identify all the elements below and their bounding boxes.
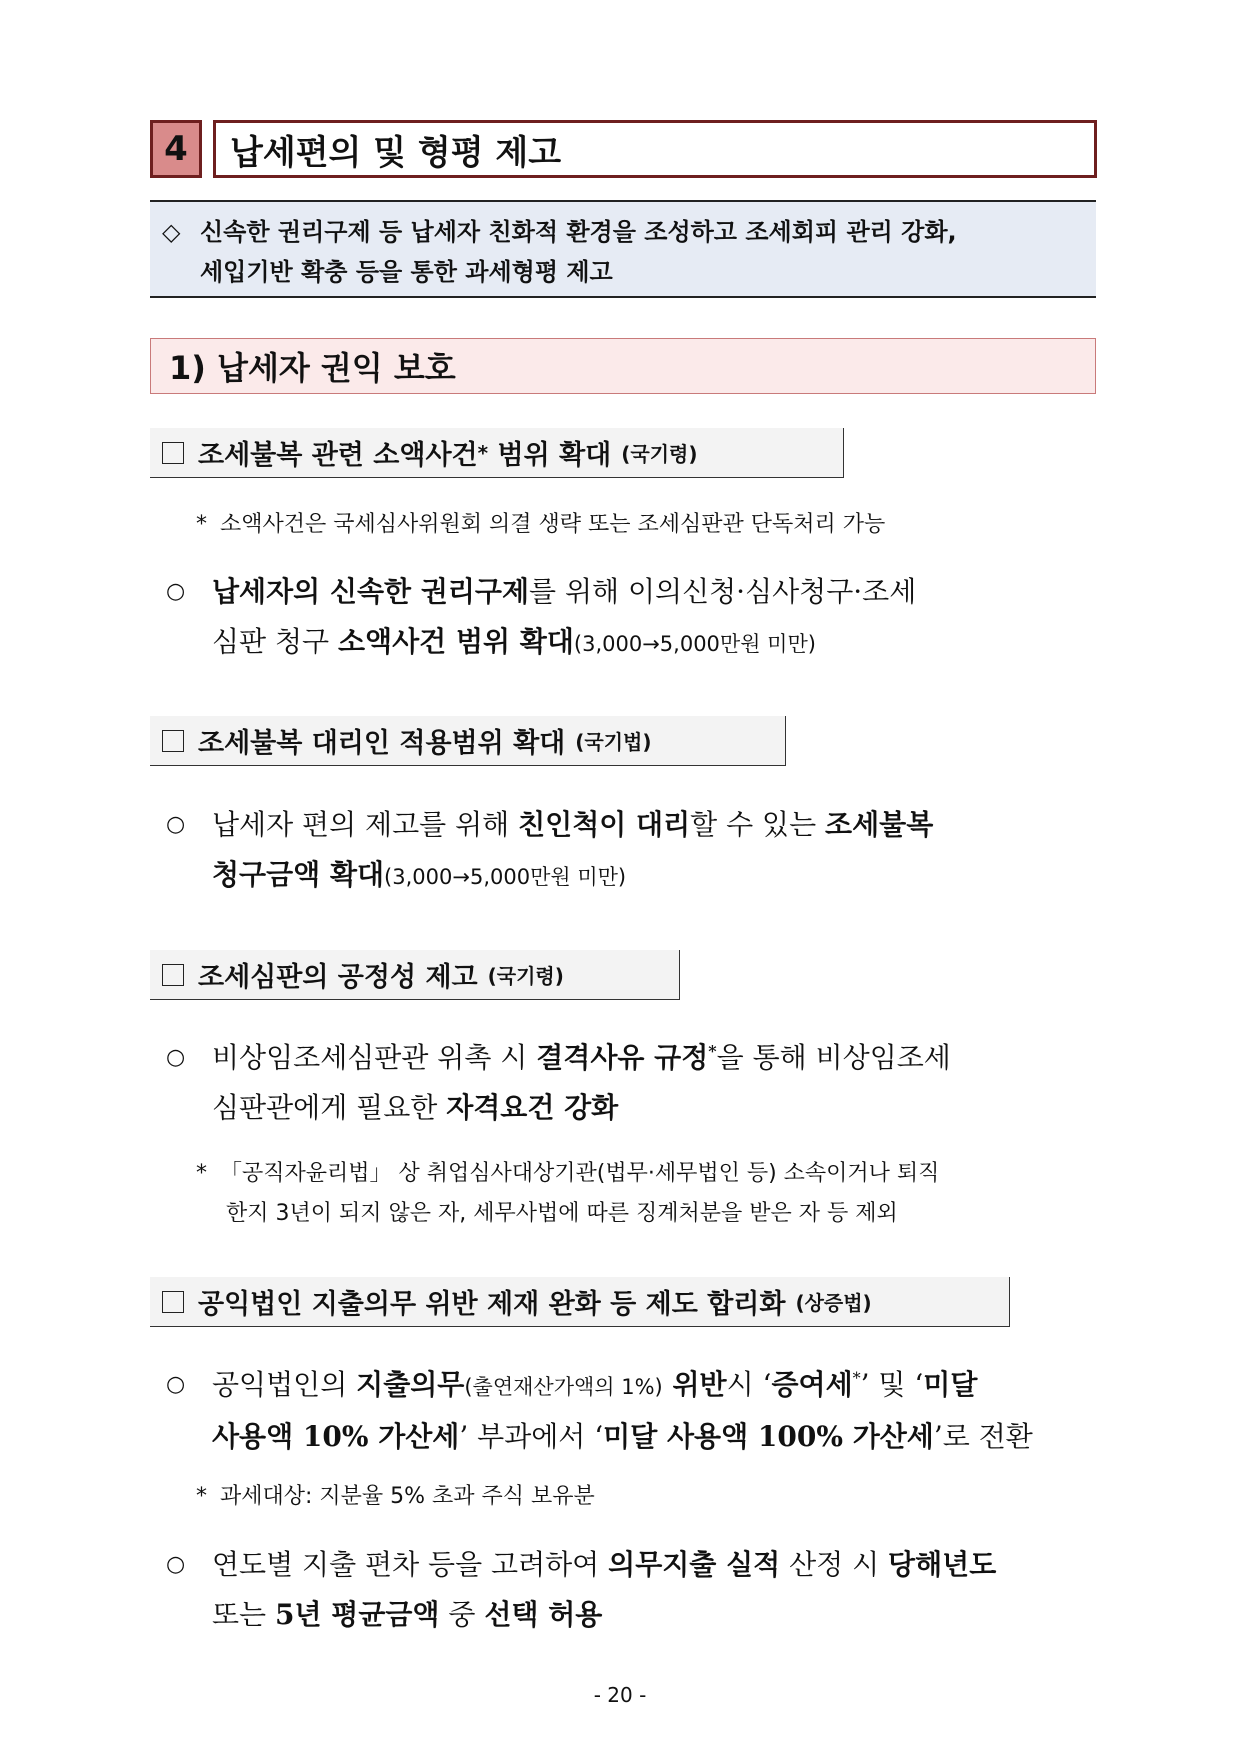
subsection-header-small-claims: 조세불복 관련 소액사건 * 범위 확대 (국기령): [150, 428, 844, 478]
footnote: * 소액사건은 국세심사위원회 의결 생략 또는 조세심판관 단독처리 가능: [196, 512, 886, 537]
summary-line-2: 세입기반 확충 등을 통한 과세형평 제고: [200, 258, 613, 286]
subsection-title: 조세불복 대리인 적용범위 확대: [198, 728, 566, 759]
circle-bullet-icon: ○: [166, 1045, 186, 1070]
section-title: 1) 납세자 권익 보호: [150, 338, 1096, 394]
circle-bullet-icon: ○: [166, 1372, 186, 1397]
bullet-item: ○ 연도별 지출 편차 등을 고려하여 의무지출 실적 산정 시 당해년도 또는 5년 평균금액 중 선택 허용: [166, 1540, 1096, 1640]
diamond-icon: ◇: [162, 218, 181, 246]
law-tag: (국기령): [621, 442, 698, 466]
page-number: - 20 -: [593, 1683, 647, 1707]
summary-box: [150, 200, 1096, 298]
subsection-title: 조세심판의 공정성 제고: [198, 962, 478, 993]
bullet-item: ○ 비상임조세심판관 위촉 시 결격사유 규정*을 통해 비상임조세 심판관에게 필요한 자격요건 강화: [166, 1033, 1096, 1133]
law-tag: (상증법): [795, 1291, 872, 1315]
law-tag: (국기법): [575, 730, 652, 754]
circle-bullet-icon: ○: [166, 1552, 186, 1577]
bullet-item: ○ 공익법인의 지출의무(출연재산가액의 1%) 위반시 ‘증여세*’ 및 ‘미달 사용액 10% 가산세’ 부과에서 ‘미달 사용액 100% 가산세’로 전환: [166, 1360, 1096, 1462]
subsection-title-b: 범위 확대: [497, 440, 612, 471]
checkbox-square-icon: [162, 730, 184, 752]
footnote: * 「공직자윤리법」 상 취업심사대상기관(법무·세무법인 등) 소속이거나 퇴직 한지 3년이 되지 않은 자, 세무사법에 따른 징계처분을 받은 자 등 제외: [196, 1161, 940, 1226]
checkbox-square-icon: [162, 1291, 184, 1313]
checkbox-square-icon: [162, 442, 184, 464]
bullet-item: ○ 납세자의 신속한 권리구제를 위해 이의신청·심사청구·조세 심판 청구 소액사건 범위 확대(3,000→5,000만원 미만): [166, 567, 1096, 669]
bullet-item: ○ 납세자 편의 제고를 위해 친인척이 대리할 수 있는 조세불복 청구금액 확대(3,000→5,000만원 미만): [166, 800, 1096, 902]
circle-bullet-icon: ○: [166, 579, 186, 604]
circle-bullet-icon: ○: [166, 812, 186, 837]
chapter-number: 4: [150, 120, 202, 178]
summary-line-1: 신속한 권리구제 등 납세자 친화적 환경을 조성하고 조세회피 관리 강화,: [200, 218, 957, 246]
footnote: * 과세대상: 지분율 5% 초과 주식 보유분: [196, 1484, 595, 1509]
law-tag: (국기령): [487, 964, 564, 988]
checkbox-square-icon: [162, 964, 184, 986]
subsection-header-tribunal-fairness: [150, 950, 680, 1000]
subsection-header-public-interest: [150, 1277, 1010, 1327]
subsection-title: 조세불복 관련 소액사건: [198, 440, 478, 471]
subsection-header-agent-scope: [150, 716, 786, 766]
subsection-title: 공익법인 지출의무 위반 제재 완화 등 제도 합리화: [198, 1289, 786, 1320]
chapter-title: 납세편의 및 형평 제고: [213, 120, 1097, 178]
